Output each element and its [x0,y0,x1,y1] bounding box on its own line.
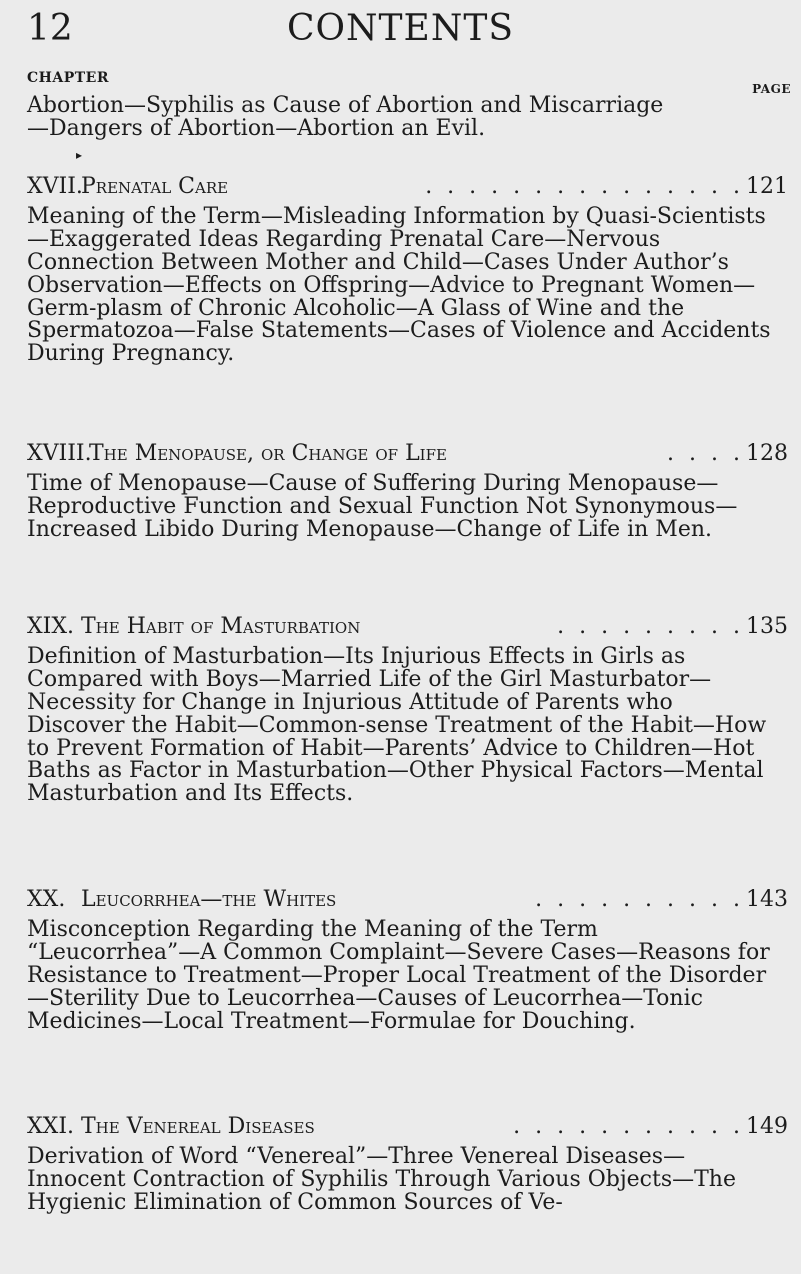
chapter-description: Time of Menopause—Cause of Suffering During Menopause—Reproductive Function and Sexual Function Not Synonymous—Increased Libido During Menopause—Change of Life in Men. [27,471,738,542]
dot-leader: . . . . . . . . . . . [513,1114,744,1139]
chapter-heading [27,1114,788,1148]
running-head: CONTENTS [286,8,515,49]
page-number: 12 [27,8,73,49]
chapter-heading [27,441,788,475]
chapter-number: XVIII. [27,441,92,466]
chapter-description: Derivation of Word “Venereal”—Three Venereal Diseases—Innocent Contraction of Syphilis Through Various Objects—The Hygienic Elimination of Common Sources of Ve- [27,1144,736,1215]
chapter-description: Misconception Regarding the Meaning of the Term “Leucorrhea”—A Common Complaint—Severe Cases—Reasons for Resistance to Treatment—Proper Local Treatment of the Disorder—Sterility Due to Leucorrhea—Causes of Leucorrhea—Tonic Medicines—Local Treatment—Formulae for Douching. [27,917,770,1034]
chapter-entry-xix [27,614,788,806]
chapter-number: XVII. [27,174,83,199]
page-column-label: PAGE [752,82,791,96]
chapter-title: Prenatal Care [81,174,229,199]
chapter-title: The Menopause, or Change of Life [89,441,447,466]
dot-leader: . . . . . . . . . . [535,887,744,912]
chapter-page-number: 128 [746,441,788,466]
chapter-entry-xviii [27,441,788,542]
chapter-page-number: 135 [746,614,788,639]
chapter-heading [27,614,788,648]
chapter-number: XX. [27,887,66,912]
chapter-title: The Habit of Masturbation [81,614,361,639]
chapter-heading [27,174,788,208]
chapter-description: Meaning of the Term—Misleading Information by Quasi-Scientists—Exaggerated Ideas Regarding Prenatal Care—Nervous Connection Between Mother and Child—Cases Under Author’s Observation—Effects on Offspring—Advice to Pregnant Women—Germ-plasm of Chronic Alcoholic—A Glass of Wine and the Spermatozoa—False Statements—Cases of Violence and Accidents During Pregnancy. [27,204,771,367]
chapter-page-number: 143 [746,887,788,912]
dot-leader: . . . . [667,441,744,466]
chapter-page-number: 121 [746,174,788,199]
continued-line: Abortion—Syphilis as Cause of Abortion and Miscarriage [27,93,664,118]
chapter-entry-xxi [27,1114,788,1215]
dot-leader: . . . . . . . . . [557,614,744,639]
chapter-number: XIX. [27,614,75,639]
chapter-number: XXI. [27,1114,75,1139]
dot-leader: . . . . . . . . . . . . . . . [425,174,744,199]
chapter-title: The Venereal Diseases [81,1114,315,1139]
chapter-description: Definition of Masturbation—Its Injurious Effects in Girls as Compared with Boys—Married Life of the Girl Masturbator—Necessity for Change in Injurious Attitude of Parents who Discover the Habit—Common-sense Treatment of the Habit—How to Prevent Formation of Habit—Parents’ Advice to Children—Hot Baths as Factor in Masturbation—Other Physical Factors—Mental Masturbation and Its Effects. [27,644,767,807]
chapter-page-number: 149 [746,1114,788,1139]
chapter-column-label: CHAPTER [27,70,109,86]
chapter-entry-xvii [27,174,788,366]
continued-description [27,94,775,140]
chapter-entry-xx [27,887,788,1033]
stray-print-mark: ▸ [76,148,83,162]
chapter-title: Leucorrhea—the Whites [81,887,337,912]
continued-line: —Dangers of Abortion—Abortion an Evil. [27,116,486,142]
chapter-heading [27,887,788,921]
